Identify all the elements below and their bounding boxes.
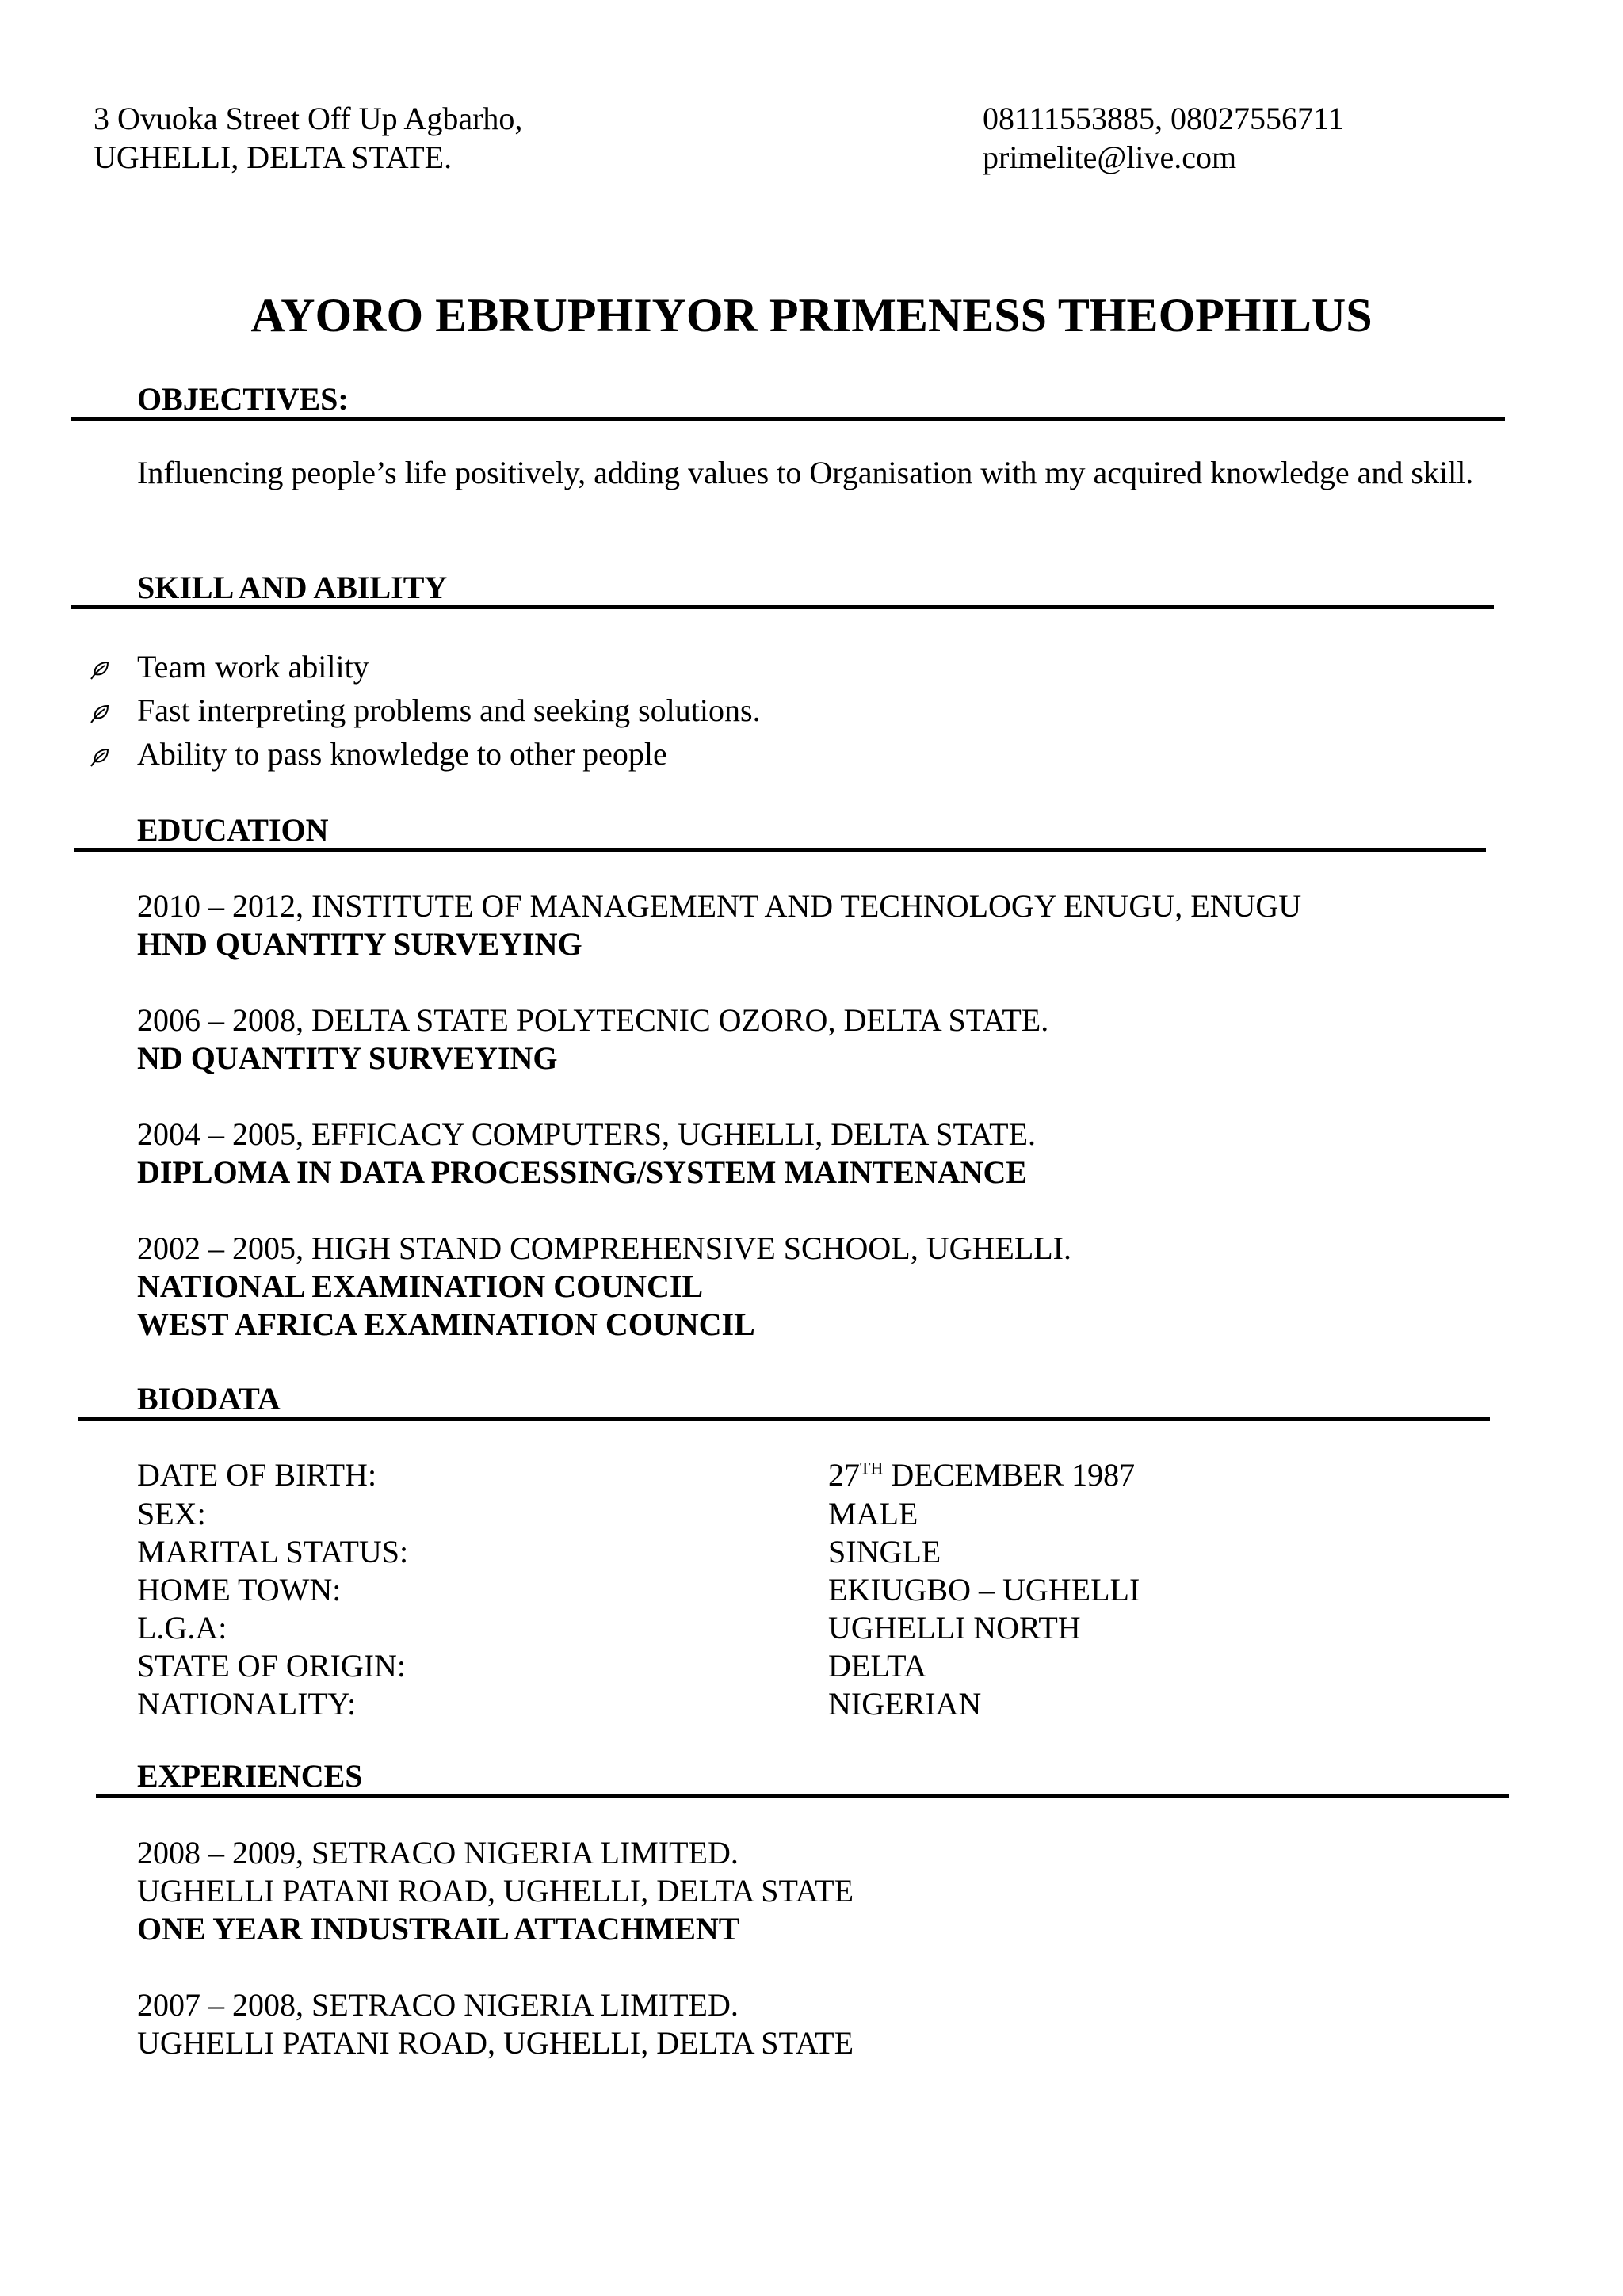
page-title: AYORO EBRUPHIYOR PRIMENESS THEOPHILUS [250, 289, 1373, 341]
biodata-label: HOME TOWN: [137, 1572, 342, 1608]
biodata-value: DELTA [828, 1648, 927, 1684]
skill-item-label: Team work ability [137, 649, 369, 685]
objectives-heading: OBJECTIVES: [137, 381, 349, 417]
experience-entry-line: 2007 – 2008, SETRACO NIGERIA LIMITED. [137, 1987, 739, 2023]
skill-item-label: Fast interpreting problems and seeking solutions. [137, 692, 761, 728]
skill-item-label: Ability to pass knowledge to other people [137, 736, 667, 772]
education-entry-line: 2004 – 2005, EFFICACY COMPUTERS, UGHELLI, DELTA STATE. [137, 1116, 1037, 1152]
skill-item [89, 692, 761, 730]
education-qualification: HND QUANTITY SURVEYING [137, 926, 582, 962]
education-entry-line: 2010 – 2012, INSTITUTE OF MANAGEMENT AND TECHNOLOGY ENUGU, ENUGU [137, 888, 1302, 924]
experience-entry-line: 2008 – 2009, SETRACO NIGERIA LIMITED. [137, 1835, 739, 1871]
skills-heading: SKILL AND ABILITY [137, 570, 448, 605]
biodata-value: SINGLE [828, 1534, 941, 1569]
section-divider [96, 1794, 1509, 1798]
education-entry-line: 2006 – 2008, DELTA STATE POLYTECNIC OZORO, DELTA STATE. [137, 1002, 1049, 1038]
biodata-value: EKIUGBO – UGHELLI [828, 1572, 1140, 1608]
experiences-heading: EXPERIENCES [137, 1758, 363, 1794]
biodata-value: UGHELLI NORTH [828, 1610, 1081, 1646]
biodata-value: 27TH DECEMBER 1987 [828, 1457, 1136, 1493]
leaf-bullet-icon [89, 735, 137, 773]
address-line-1: 3 Ovuoka Street Off Up Agbarho, [94, 101, 523, 136]
biodata-label: L.G.A: [137, 1610, 227, 1646]
section-divider [74, 848, 1486, 852]
biodata-value: MALE [828, 1496, 918, 1531]
biodata-value: NIGERIAN [828, 1686, 982, 1722]
education-entry-line: 2002 – 2005, HIGH STAND COMPREHENSIVE SCHOOL, UGHELLI. [137, 1230, 1072, 1266]
experience-location: UGHELLI PATANI ROAD, UGHELLI, DELTA STATE [137, 1873, 854, 1909]
email-address[interactable]: primelite@live.com [983, 139, 1237, 175]
skill-item [89, 648, 369, 686]
education-qualification: ND QUANTITY SURVEYING [137, 1040, 558, 1076]
experience-location: UGHELLI PATANI ROAD, UGHELLI, DELTA STATE [137, 2025, 854, 2061]
experience-role: ONE YEAR INDUSTRAIL ATTACHMENT [137, 1911, 740, 1947]
address-line-2: UGHELLI, DELTA STATE. [94, 139, 453, 175]
biodata-label: NATIONALITY: [137, 1686, 357, 1722]
biodata-label: SEX: [137, 1496, 206, 1531]
biodata-label: STATE OF ORIGIN: [137, 1648, 407, 1684]
section-divider [71, 417, 1505, 421]
biodata-label: DATE OF BIRTH: [137, 1457, 377, 1493]
biodata-label: MARITAL STATUS: [137, 1534, 409, 1569]
leaf-bullet-icon [89, 692, 137, 730]
education-qualification: DIPLOMA IN DATA PROCESSING/SYSTEM MAINTENANCE [137, 1154, 1028, 1190]
education-heading: EDUCATION [137, 812, 329, 848]
skill-item [89, 735, 667, 773]
education-qualification: WEST AFRICA EXAMINATION COUNCIL [137, 1306, 755, 1342]
section-divider [71, 605, 1494, 609]
phone-numbers: 08111553885, 08027556711 [983, 101, 1344, 136]
section-divider [78, 1417, 1490, 1421]
biodata-heading: BIODATA [137, 1381, 281, 1417]
leaf-bullet-icon [89, 648, 137, 686]
objectives-text: Influencing people’s life positively, adding values to Organisation with my acquired knowledge and skill. [137, 455, 1474, 490]
education-qualification: NATIONAL EXAMINATION COUNCIL [137, 1268, 704, 1304]
